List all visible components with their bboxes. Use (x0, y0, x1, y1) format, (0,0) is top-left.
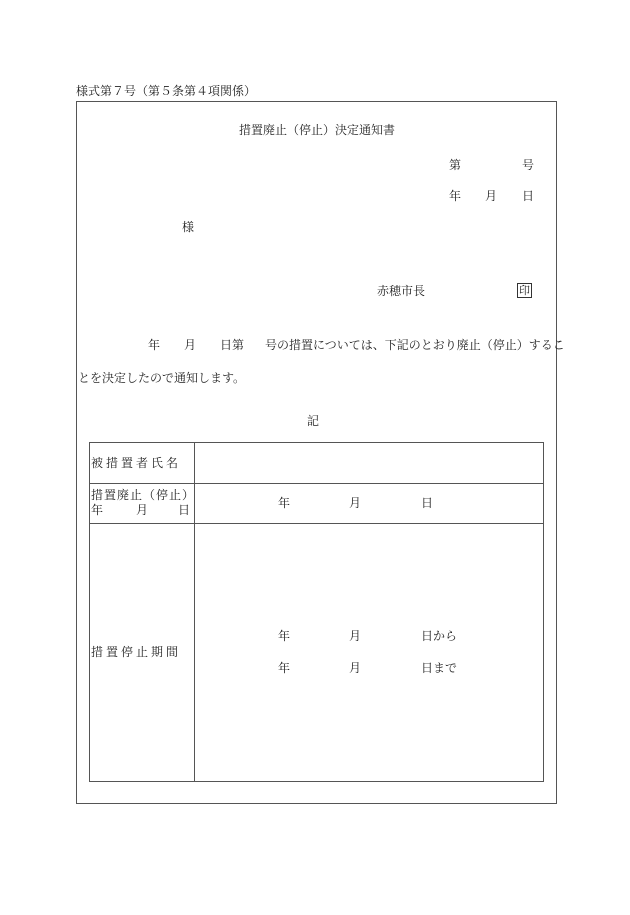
body-day-no: 日第 (220, 338, 245, 352)
row-divider (89, 523, 544, 524)
period-from-year: 年 (278, 629, 291, 643)
issuer: 赤穂市長 (377, 284, 426, 298)
body-month: 月 (184, 338, 197, 352)
period-to-day: 日まで (421, 661, 458, 675)
seal-mark: 印 (519, 284, 530, 297)
date-year: 年 (449, 189, 462, 203)
body-line1: 号の措置については、下記のとおり廃止（停止）するこ (265, 338, 565, 352)
row3-label: 措置停止期間 (91, 645, 182, 659)
body-line2: とを決定したので通知します。 (78, 371, 246, 385)
period-to-month: 月 (349, 661, 362, 675)
row2-label-day: 日 (178, 503, 191, 517)
body-year: 年 (148, 338, 161, 352)
document-title: 措置廃止（停止）決定通知書 (239, 123, 396, 137)
row2-month: 月 (349, 496, 362, 510)
period-to-year: 年 (278, 661, 291, 675)
period-from-day: 日から (421, 629, 458, 643)
date-month: 月 (485, 189, 498, 203)
form-number: 様式第７号（第５条第４項関係） (76, 84, 257, 98)
ki-heading: 記 (307, 414, 320, 428)
row-divider (89, 483, 544, 484)
row2-year: 年 (278, 496, 291, 510)
row2-label-year: 年 (91, 503, 104, 517)
doc-no-suffix: 号 (522, 158, 535, 172)
row2-label-line1: 措置廃止（停止） (91, 488, 196, 502)
date-day: 日 (522, 189, 535, 203)
row2-day: 日 (421, 496, 434, 510)
doc-no-prefix: 第 (449, 158, 462, 172)
addressee-suffix: 様 (182, 220, 195, 234)
period-from-month: 月 (349, 629, 362, 643)
row1-label: 被措置者氏名 (91, 456, 182, 470)
row2-label-month: 月 (136, 503, 149, 517)
